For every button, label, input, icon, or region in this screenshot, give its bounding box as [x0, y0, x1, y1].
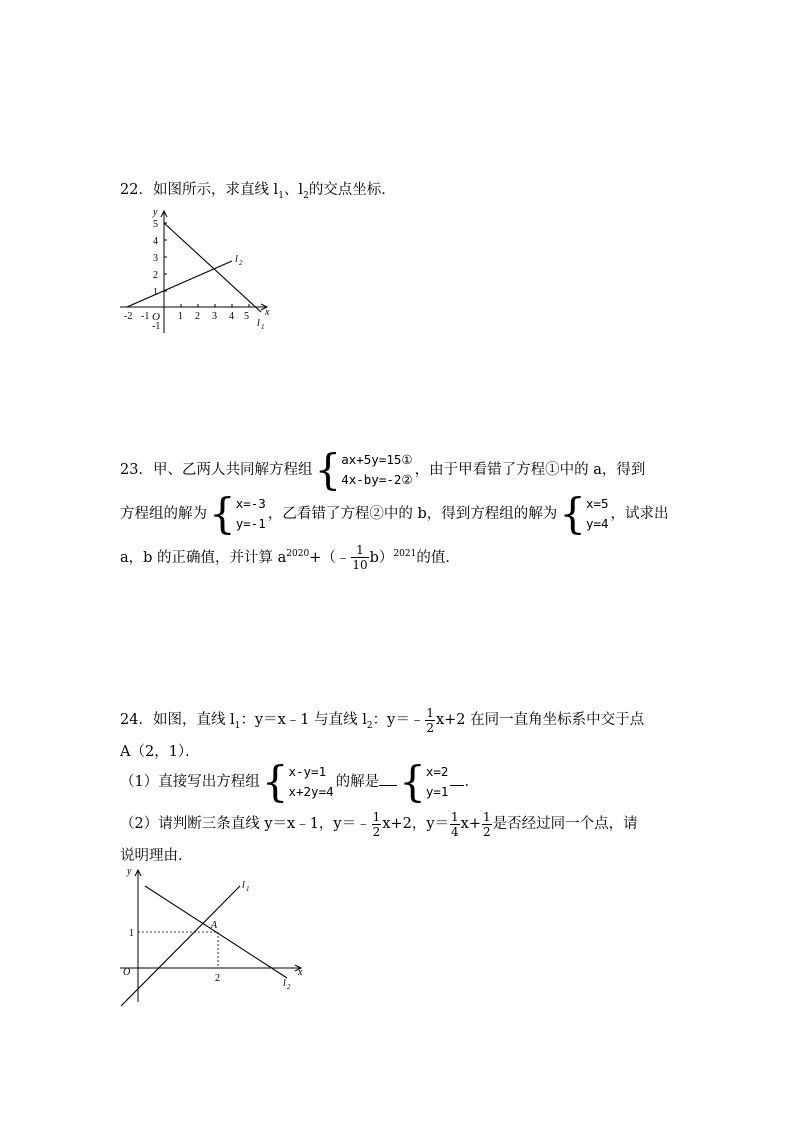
q22-origin: O — [152, 311, 160, 323]
q24-part-1: （1）直接写出方程组{ x-y=1 x+2y=4 的解是 { x=2 y=1 ． — [120, 757, 479, 806]
q22-y-label: y — [153, 207, 158, 218]
q24-fraction: $\frac{1}{2}$ — [426, 705, 434, 735]
q22-x-label: x — [265, 307, 270, 318]
q24-l1-label: l — [242, 880, 245, 891]
q22-ytick: 3 — [153, 253, 158, 264]
q22-line-l1 — [164, 223, 261, 312]
q24-ytick: 1 — [129, 928, 134, 939]
left-brace-icon: { — [261, 757, 289, 806]
q22-xtick: 4 — [229, 311, 234, 322]
q24-line-l1 — [121, 886, 240, 1006]
left-brace-icon: { — [559, 489, 586, 538]
q23-system: { ax+5y=15① 4x-by=-2② — [314, 445, 413, 494]
q22-ytick: -1 — [152, 321, 161, 332]
q24-system: { x-y=1 x+2y=4 — [261, 757, 334, 806]
left-brace-icon: { — [209, 489, 236, 538]
q24-part-2: （2）请判断三条直线 y＝x﹣1，y＝﹣ $\frac{1}{2}$ x+2，y＝ $\frac{1}{4}$ x+ $\frac{1}{2}$ 是否经过同一个点，请 — [120, 809, 638, 839]
left-brace-icon: { — [399, 757, 426, 806]
q22-ytick: 4 — [153, 236, 158, 247]
q22-l1-label: l — [257, 318, 260, 329]
q23-line-1: 23．甲、乙两人共同解方程组{ ax+5y=15① 4x-by=-2② ，由于甲看错了方程①中的 a，得到 — [120, 445, 646, 494]
q24-origin: O — [123, 967, 131, 978]
q22-xtick: 2 — [195, 311, 200, 322]
q23-solution-1: { x=-3 y=-1 — [209, 489, 266, 538]
q24-line-1: 24．如图，直线 $l_1$：y＝x﹣1 与直线 $l_2$：y＝﹣ $\frac{1}{2}$ x+2 在同一直角坐标系中交于点 — [120, 705, 645, 735]
q23-solution-2: { x=5 y=4 — [559, 489, 609, 538]
q24-y-label: y — [127, 866, 132, 877]
q24-l1-sub: 1 — [246, 885, 250, 893]
q22-ytick: 1 — [153, 287, 158, 298]
q24-x-label: x — [298, 967, 303, 978]
q22-graph — [115, 203, 275, 338]
left-brace-icon: { — [314, 445, 342, 494]
q22-ytick: 2 — [153, 270, 158, 281]
q24-fraction: $\frac{1}{2}$ — [372, 809, 381, 839]
q24-xtick: 2 — [215, 973, 220, 984]
q22-ytick: 5 — [153, 219, 158, 230]
q24-graph — [115, 862, 310, 1007]
q22-text: 22．如图所示，求直线 $l_1$、$l_2$的交点坐标． — [120, 182, 396, 201]
q24-fraction: $\frac{1}{4}$ — [451, 809, 459, 839]
q24-line-3: 说明理由． — [120, 848, 193, 864]
q24-l2-sub: 2 — [287, 983, 291, 991]
q23-line-2: 方程组的解为{ x=-3 y=-1 ，乙看错了方程②中的 b，得到方程组的解为{ x=5 y=4 ，试求出 — [120, 489, 669, 538]
q22-l2-label: l — [235, 254, 238, 265]
q22-xtick: 5 — [244, 311, 249, 322]
q23-fraction: $\frac{1}{10}$ — [352, 543, 368, 573]
q22-l2-sub: 2 — [239, 259, 243, 267]
q22-xtick: -2 — [124, 311, 133, 322]
q22-line-l2 — [127, 261, 232, 307]
q23-line-3: a，b 的正确值，并计算 $a^{2020}+(﹣$ $\frac{1}{10}$ b）$^{2021}$的值． — [120, 543, 460, 573]
q24-point-a: A — [211, 920, 218, 931]
q22-l1-sub: 1 — [261, 323, 265, 331]
q24-l2-label: l — [283, 978, 286, 989]
q24-fraction: $\frac{1}{2}$ — [482, 809, 491, 839]
q22-xtick: 3 — [212, 311, 217, 322]
q24-answer: { x=2 y=1 — [399, 757, 449, 806]
q22-xtick: 1 — [178, 311, 183, 322]
q22-xtick: -1 — [141, 311, 150, 322]
q24-line-2: A（2，1）． — [120, 744, 200, 760]
